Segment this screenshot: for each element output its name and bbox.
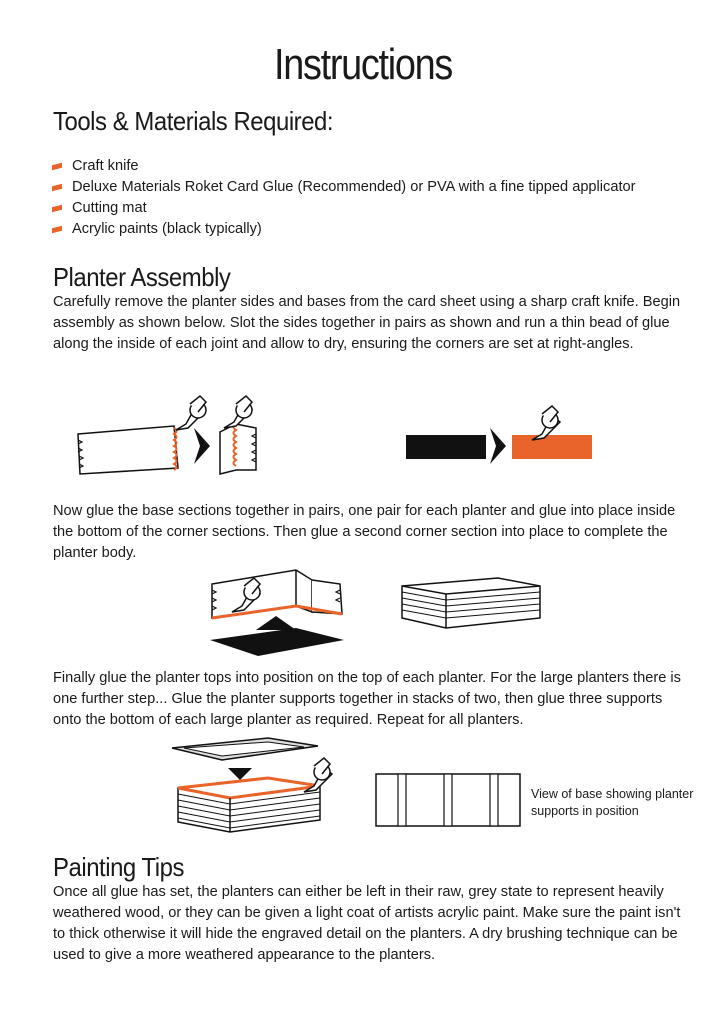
tool-item-paints: Acrylic paints (black typically) [72, 221, 262, 237]
tools-heading: Tools & Materials Required: [53, 106, 334, 136]
page-title: Instructions [273, 40, 452, 89]
tool-item-glue: Deluxe Materials Roket Card Glue (Recommended) or PVA with a fine tipped applicator [72, 179, 636, 195]
assembly-intro-text: Carefully remove the planter sides and bases from the card sheet using a sharp craft knife. Begin assembly as shown below. Slot the sides together in pairs as shown and run a thin bead of glue along the inside of each joint and allow to dry, ensuring the corners are set at right-angles. [53, 294, 681, 352]
painting-heading: Painting Tips [53, 852, 184, 882]
assembly-step3-text: Finally glue the planter tops into position on the top of each planter. For the large planters there is one further step... Glue the planter supports together in stacks of two, then glue three supports onto the bottom of each large planter as required. Repeat for all planters. [53, 670, 681, 728]
large-planter [178, 778, 320, 832]
base-view-diagram [376, 774, 520, 826]
painting-text: Once all glue has set, the planters can either be left in their raw, grey state to represent heavily weathered wood, or they can be given a light coat of artists acrylic paint. Make sure the paint isn't to thick otherwise it will hide the engraved detail on the planters. A dry brushing technique can be used to give a more weathered appearance to the planters. [53, 884, 681, 963]
arrow-down-icon [228, 768, 252, 780]
assembly-heading: Planter Assembly [53, 262, 231, 292]
planter-top-frame [172, 738, 318, 760]
tool-item-knife: Craft knife [72, 158, 139, 174]
tool-item-mat: Cutting mat [72, 200, 147, 216]
assembly-step2-text: Now glue the base sections together in pairs, one pair for each planter and glue into place inside the bottom of the corner sections. Then glue a second corner section into place to complete the planter body. [53, 503, 676, 561]
base-view-caption: View of base showing planter supports in position [531, 787, 694, 818]
